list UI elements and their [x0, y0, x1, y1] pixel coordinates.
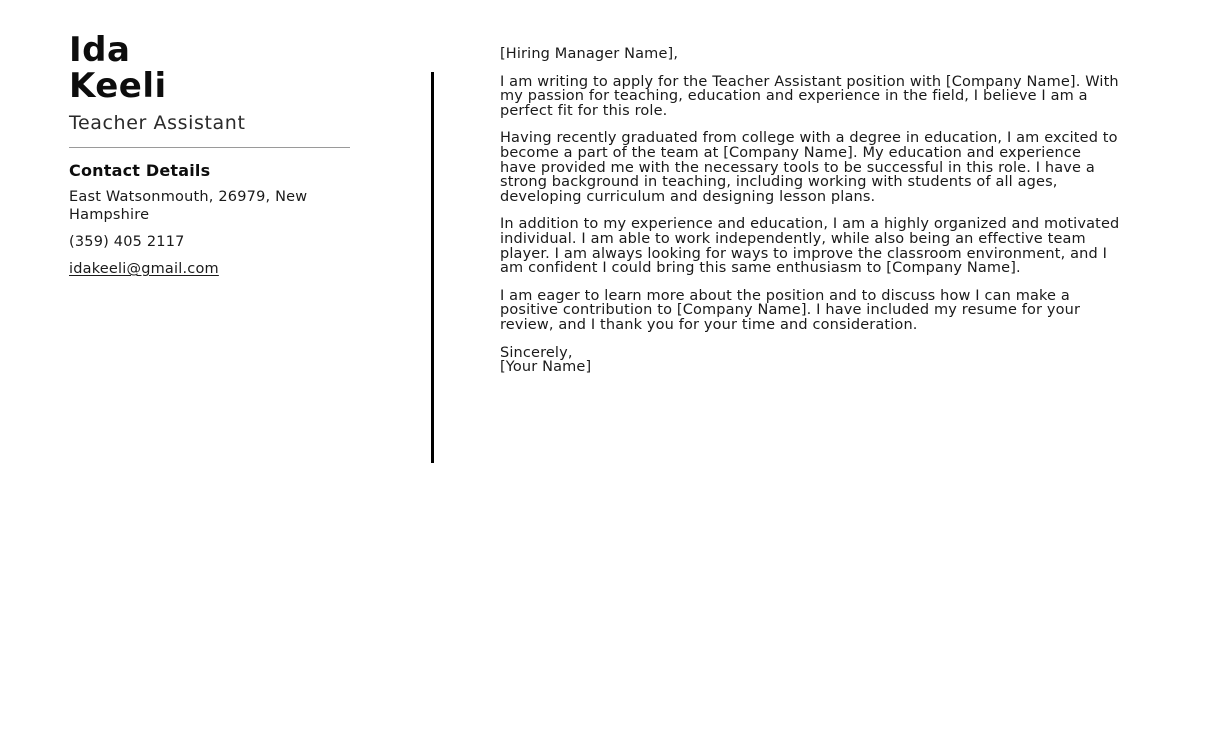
letter-paragraph: In addition to my experience and education, I am a highly organized and motivated individual. I am able to work independently, while also being an effective team player. I am always looking for ways to improve the classroom environment, and I am confident I could bring this same enthusiasm to [Company Name].: [500, 216, 1120, 277]
letter-paragraph: I am eager to learn more about the position and to discuss how I can make a positive contribution to [Company Name]. I have included my resume for your review, and I thank you for your time and consideration.: [500, 287, 1081, 333]
letter-signature: [Your Name]: [500, 359, 592, 376]
candidate-job-title: Teacher Assistant: [69, 112, 246, 134]
letter-salutation: [Hiring Manager Name],: [500, 46, 679, 62]
contact-email-row: [69, 260, 369, 278]
letter-closing: Sincerely,: [500, 344, 573, 361]
contact-details-list: [69, 188, 369, 278]
letter-paragraph: Having recently graduated from college with a degree in education, I am excited to become a part of the team at [Company Name]. My education and experience have provided me with the necessary tools to be successful in this role. I have a strong background in teaching, including working with students of all ages, developing curriculum and designing lesson plans.: [500, 130, 1118, 205]
candidate-last-name: Keeli: [69, 66, 167, 106]
resume-sidebar: [69, 30, 369, 278]
candidate-name: [69, 30, 369, 106]
cover-letter-body: [500, 47, 1120, 375]
column-divider-line: [431, 72, 434, 463]
contact-details-heading: Contact Details: [69, 161, 211, 180]
header-divider-line: [69, 147, 350, 148]
letter-closing-block: [500, 346, 1120, 375]
contact-address: East Watsonmouth, 26979, New Hampshire: [69, 189, 308, 223]
letter-paragraph: I am writing to apply for the Teacher Assistant position with [Company Name]. With my passion for teaching, education and experience in the field, I believe I am a perfect fit for this role.: [500, 73, 1119, 119]
contact-email-link[interactable]: idakeeli@gmail.com: [69, 261, 219, 277]
contact-phone: (359) 405 2117: [69, 234, 185, 250]
candidate-first-name: Ida: [69, 30, 131, 70]
